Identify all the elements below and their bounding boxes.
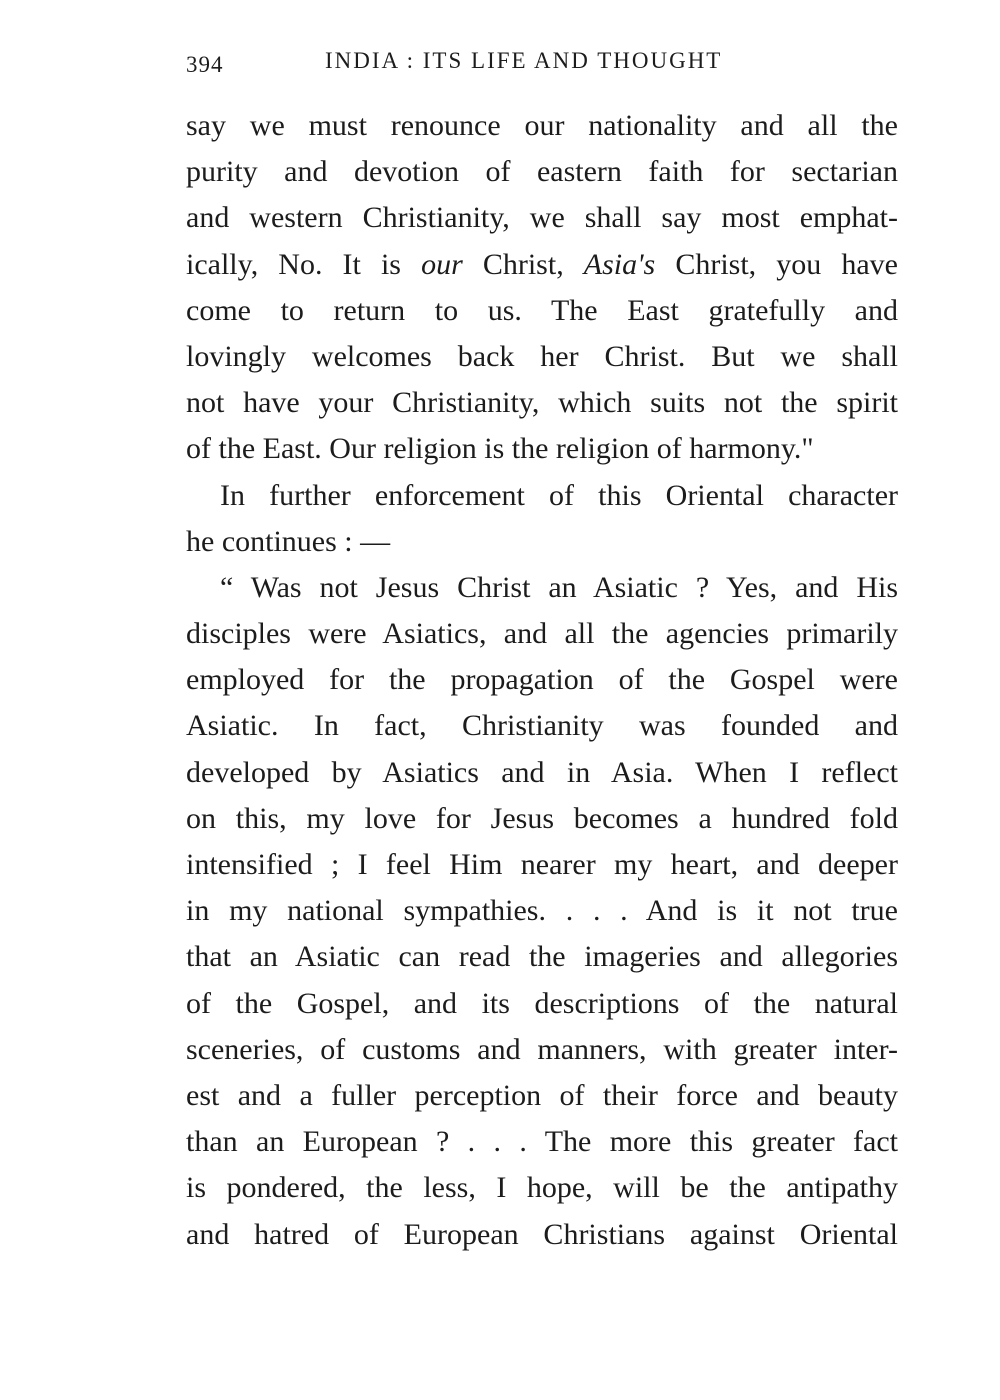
- text-line: purity and devotion of eastern faith for sectarian: [186, 155, 898, 189]
- text-line: of the East. Our religion is the religion of harmony.": [186, 432, 814, 466]
- text-line: is pondered, the less, I hope, will be the antipathy: [186, 1171, 898, 1205]
- emphasis-asias: Asia's: [583, 247, 656, 281]
- text-line: he continues : —: [186, 524, 391, 558]
- text-line: developed by Asiatics and in Asia. When I reflect: [186, 755, 898, 789]
- text-line: disciples were Asiatics, and all the agencies primarily: [186, 617, 898, 651]
- text-line: and western Christianity, we shall say most emphat-: [186, 201, 898, 235]
- text-line: sceneries, of customs and manners, with greater inter-: [186, 1032, 898, 1066]
- running-head: [186, 44, 898, 84]
- body-text: [186, 103, 898, 1258]
- text-line: say we must renounce our nationality and all the: [186, 109, 898, 142]
- text-line: employed for the propagation of the Gospel were: [186, 663, 898, 697]
- text-line: than an European ? . . . The more this greater fact: [186, 1125, 898, 1159]
- text-line: Asiatic. In fact, Christianity was founded and: [186, 709, 898, 743]
- text-line: not have your Christianity, which suits not the spirit: [186, 386, 898, 420]
- text-line: come to return to us. The East gratefully and: [186, 293, 898, 327]
- text-line: and hatred of European Christians against Oriental: [186, 1217, 898, 1251]
- text-line: est and a fuller perception of their force and beauty: [186, 1078, 898, 1112]
- text-line: that an Asiatic can read the imageries and allegories: [186, 940, 898, 974]
- text-line: intensified ; I feel Him nearer my heart, and deeper: [186, 848, 898, 881]
- emphasis-our: our: [421, 247, 463, 281]
- text-line: [186, 242, 898, 288]
- text-line: lovingly welcomes back her Christ. But we shall: [186, 339, 898, 373]
- text-segment: Christ, you have: [655, 247, 898, 281]
- text-segment: Christ,: [462, 247, 584, 281]
- text-segment: ically, No. It is: [186, 247, 422, 281]
- text-line: in my national sympathies. . . . And is it not true: [186, 894, 898, 928]
- running-title: INDIA : ITS LIFE AND THOUGHT: [325, 48, 723, 73]
- text-line: “ Was not Jesus Christ an Asiatic ? Yes, and His: [220, 570, 898, 604]
- text-line: on this, my love for Jesus becomes a hundred fold: [186, 801, 898, 835]
- text-line: In further enforcement of this Oriental character: [220, 478, 898, 512]
- text-line: of the Gospel, and its descriptions of the natural: [186, 986, 898, 1020]
- page-number: 394: [186, 52, 224, 77]
